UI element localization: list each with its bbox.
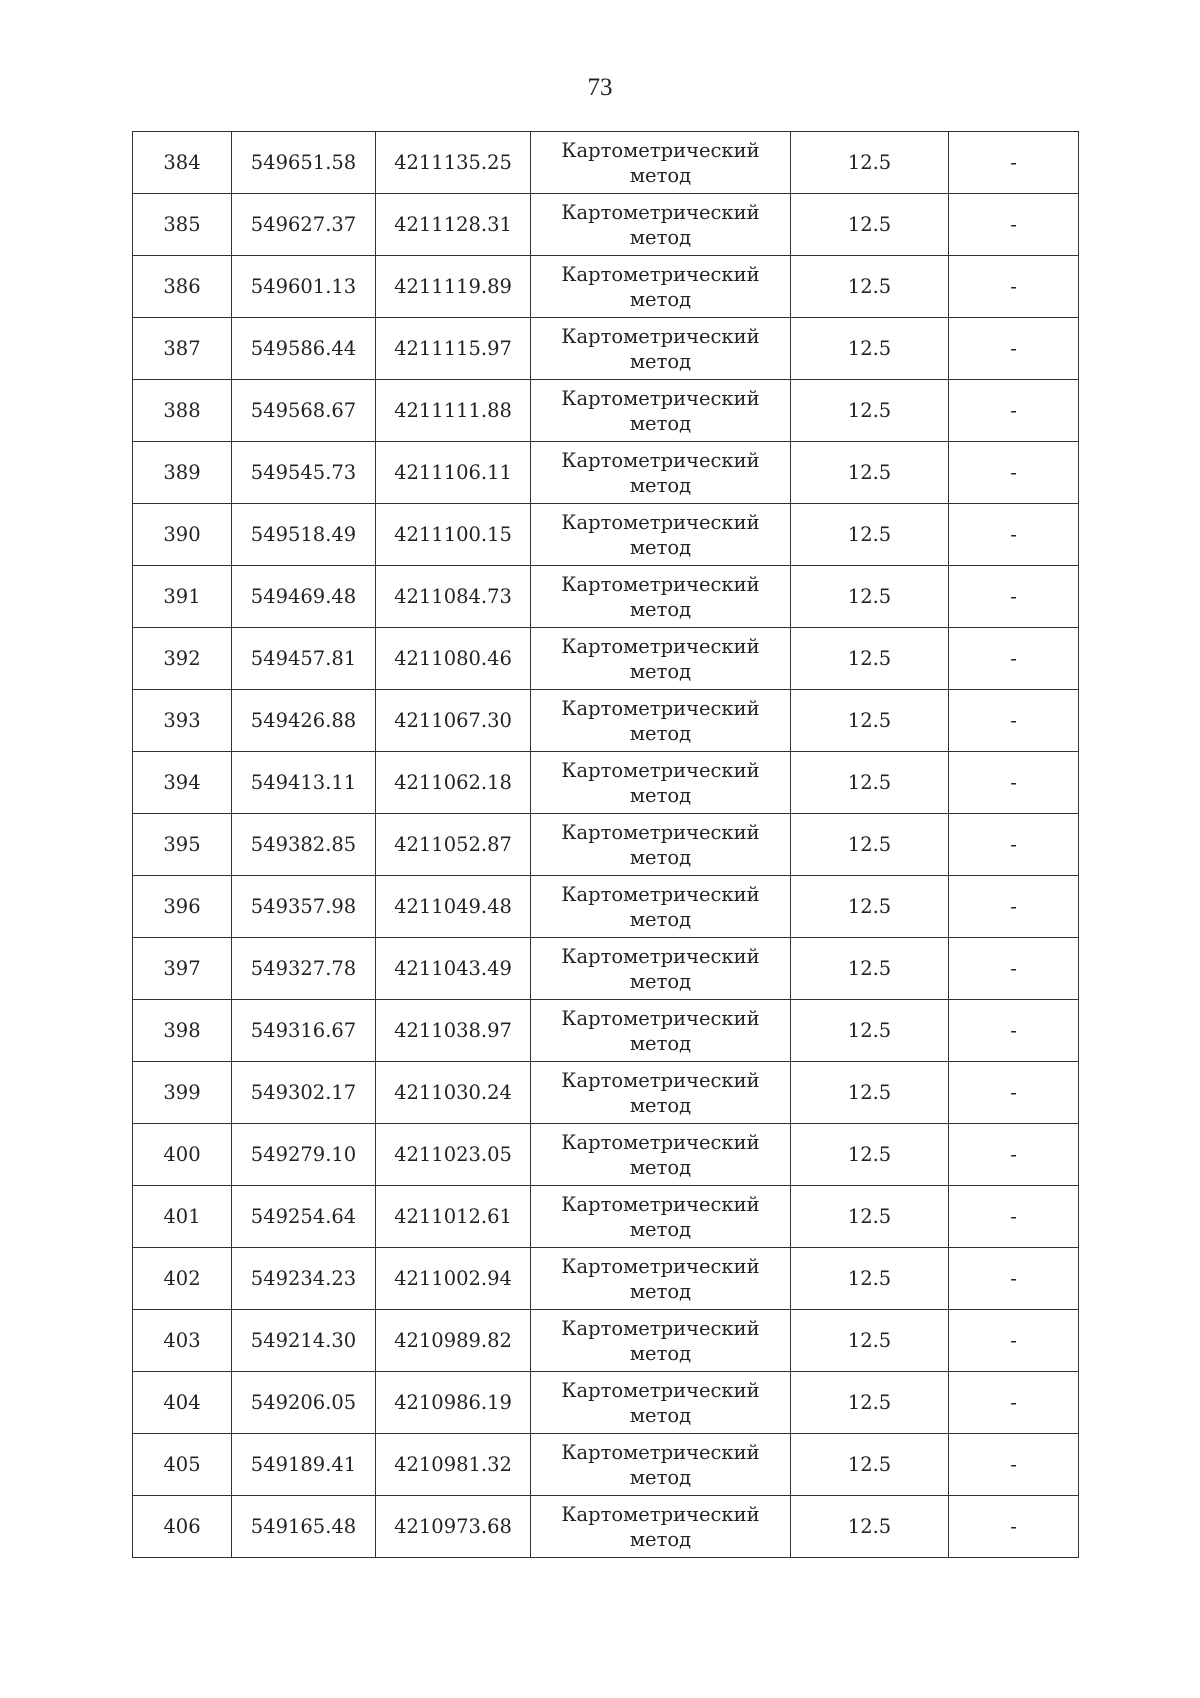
method-line-2: метод xyxy=(629,907,692,931)
y-coordinate-cell: 4211062.18 xyxy=(376,752,531,814)
x-coordinate-cell: 549214.30 xyxy=(232,1310,376,1372)
y-coordinate-cell: 4211043.49 xyxy=(376,938,531,1000)
accuracy-cell: 12.5 xyxy=(791,194,949,256)
table-row xyxy=(133,380,1079,442)
method-line-1: Картометрический xyxy=(561,200,760,224)
coordinates-table xyxy=(132,131,1079,1558)
note-cell: - xyxy=(949,1186,1079,1248)
y-coordinate-cell: 4211049.48 xyxy=(376,876,531,938)
method-line-1: Картометрический xyxy=(561,1502,760,1526)
accuracy-cell: 12.5 xyxy=(791,752,949,814)
y-coordinate-cell: 4211128.31 xyxy=(376,194,531,256)
note-cell: - xyxy=(949,504,1079,566)
note-cell: - xyxy=(949,566,1079,628)
method-line-1: Картометрический xyxy=(561,944,760,968)
method-cell xyxy=(531,814,791,876)
method-cell xyxy=(531,1496,791,1558)
x-coordinate-cell: 549457.81 xyxy=(232,628,376,690)
x-coordinate-cell: 549206.05 xyxy=(232,1372,376,1434)
note-cell: - xyxy=(949,318,1079,380)
accuracy-cell: 12.5 xyxy=(791,1186,949,1248)
method-line-2: метод xyxy=(629,1465,692,1489)
y-coordinate-cell: 4211080.46 xyxy=(376,628,531,690)
method-line-2: метод xyxy=(629,163,692,187)
table-row xyxy=(133,628,1079,690)
x-coordinate-cell: 549327.78 xyxy=(232,938,376,1000)
accuracy-cell: 12.5 xyxy=(791,814,949,876)
point-number-cell: 389 xyxy=(133,442,232,504)
method-line-2: метод xyxy=(629,1093,692,1117)
point-number-cell: 387 xyxy=(133,318,232,380)
method-line-1: Картометрический xyxy=(561,758,760,782)
method-line-2: метод xyxy=(629,1155,692,1179)
x-coordinate-cell: 549382.85 xyxy=(232,814,376,876)
x-coordinate-cell: 549413.11 xyxy=(232,752,376,814)
method-cell xyxy=(531,132,791,194)
y-coordinate-cell: 4211038.97 xyxy=(376,1000,531,1062)
x-coordinate-cell: 549189.41 xyxy=(232,1434,376,1496)
method-line-2: метод xyxy=(629,535,692,559)
point-number-cell: 384 xyxy=(133,132,232,194)
method-cell xyxy=(531,1000,791,1062)
method-line-2: метод xyxy=(629,411,692,435)
method-cell xyxy=(531,1248,791,1310)
y-coordinate-cell: 4211135.25 xyxy=(376,132,531,194)
method-line-2: метод xyxy=(629,1217,692,1241)
method-line-2: метод xyxy=(629,1527,692,1551)
method-cell xyxy=(531,566,791,628)
method-cell xyxy=(531,1310,791,1372)
table-row xyxy=(133,1124,1079,1186)
point-number-cell: 398 xyxy=(133,1000,232,1062)
accuracy-cell: 12.5 xyxy=(791,1000,949,1062)
accuracy-cell: 12.5 xyxy=(791,132,949,194)
method-cell xyxy=(531,1434,791,1496)
y-coordinate-cell: 4211012.61 xyxy=(376,1186,531,1248)
method-cell xyxy=(531,752,791,814)
table-row xyxy=(133,752,1079,814)
point-number-cell: 400 xyxy=(133,1124,232,1186)
method-line-1: Картометрический xyxy=(561,696,760,720)
method-cell xyxy=(531,628,791,690)
table-body xyxy=(133,132,1079,1558)
point-number-cell: 394 xyxy=(133,752,232,814)
point-number-cell: 403 xyxy=(133,1310,232,1372)
method-line-1: Картометрический xyxy=(561,882,760,906)
point-number-cell: 390 xyxy=(133,504,232,566)
method-line-1: Картометрический xyxy=(561,1440,760,1464)
x-coordinate-cell: 549165.48 xyxy=(232,1496,376,1558)
method-line-1: Картометрический xyxy=(561,820,760,844)
note-cell: - xyxy=(949,752,1079,814)
method-line-2: метод xyxy=(629,597,692,621)
method-line-2: метод xyxy=(629,1279,692,1303)
method-line-1: Картометрический xyxy=(561,324,760,348)
y-coordinate-cell: 4211067.30 xyxy=(376,690,531,752)
method-line-1: Картометрический xyxy=(561,1006,760,1030)
note-cell: - xyxy=(949,194,1079,256)
point-number-cell: 391 xyxy=(133,566,232,628)
accuracy-cell: 12.5 xyxy=(791,380,949,442)
table-row xyxy=(133,504,1079,566)
method-cell xyxy=(531,1372,791,1434)
accuracy-cell: 12.5 xyxy=(791,566,949,628)
accuracy-cell: 12.5 xyxy=(791,1062,949,1124)
method-line-1: Картометрический xyxy=(561,1378,760,1402)
x-coordinate-cell: 549601.13 xyxy=(232,256,376,318)
table-row xyxy=(133,1000,1079,1062)
table-row xyxy=(133,318,1079,380)
accuracy-cell: 12.5 xyxy=(791,1496,949,1558)
accuracy-cell: 12.5 xyxy=(791,690,949,752)
y-coordinate-cell: 4211052.87 xyxy=(376,814,531,876)
y-coordinate-cell: 4211119.89 xyxy=(376,256,531,318)
method-line-2: метод xyxy=(629,1341,692,1365)
table-row xyxy=(133,1496,1079,1558)
method-line-2: метод xyxy=(629,473,692,497)
note-cell: - xyxy=(949,938,1079,1000)
method-cell xyxy=(531,442,791,504)
method-line-1: Картометрический xyxy=(561,1192,760,1216)
method-line-2: метод xyxy=(629,225,692,249)
x-coordinate-cell: 549568.67 xyxy=(232,380,376,442)
method-line-2: метод xyxy=(629,845,692,869)
x-coordinate-cell: 549234.23 xyxy=(232,1248,376,1310)
x-coordinate-cell: 549279.10 xyxy=(232,1124,376,1186)
method-line-1: Картометрический xyxy=(561,448,760,472)
method-line-1: Картометрический xyxy=(561,1068,760,1092)
y-coordinate-cell: 4211115.97 xyxy=(376,318,531,380)
method-cell xyxy=(531,876,791,938)
y-coordinate-cell: 4211023.05 xyxy=(376,1124,531,1186)
x-coordinate-cell: 549302.17 xyxy=(232,1062,376,1124)
note-cell: - xyxy=(949,256,1079,318)
method-line-1: Картометрический xyxy=(561,386,760,410)
note-cell: - xyxy=(949,1434,1079,1496)
method-line-2: метод xyxy=(629,659,692,683)
table-row xyxy=(133,1372,1079,1434)
note-cell: - xyxy=(949,132,1079,194)
table-row xyxy=(133,690,1079,752)
note-cell: - xyxy=(949,1062,1079,1124)
method-cell xyxy=(531,504,791,566)
method-line-1: Картометрический xyxy=(561,138,760,162)
accuracy-cell: 12.5 xyxy=(791,876,949,938)
y-coordinate-cell: 4211084.73 xyxy=(376,566,531,628)
method-cell xyxy=(531,1186,791,1248)
y-coordinate-cell: 4211030.24 xyxy=(376,1062,531,1124)
point-number-cell: 388 xyxy=(133,380,232,442)
x-coordinate-cell: 549627.37 xyxy=(232,194,376,256)
accuracy-cell: 12.5 xyxy=(791,504,949,566)
method-cell xyxy=(531,256,791,318)
point-number-cell: 399 xyxy=(133,1062,232,1124)
note-cell: - xyxy=(949,1248,1079,1310)
method-cell xyxy=(531,1062,791,1124)
accuracy-cell: 12.5 xyxy=(791,1434,949,1496)
point-number-cell: 392 xyxy=(133,628,232,690)
accuracy-cell: 12.5 xyxy=(791,1310,949,1372)
table-row xyxy=(133,1434,1079,1496)
table-row xyxy=(133,938,1079,1000)
method-line-2: метод xyxy=(629,1403,692,1427)
method-line-1: Картометрический xyxy=(561,1316,760,1340)
method-line-2: метод xyxy=(629,783,692,807)
point-number-cell: 393 xyxy=(133,690,232,752)
note-cell: - xyxy=(949,876,1079,938)
y-coordinate-cell: 4210986.19 xyxy=(376,1372,531,1434)
x-coordinate-cell: 549651.58 xyxy=(232,132,376,194)
table-row xyxy=(133,442,1079,504)
point-number-cell: 397 xyxy=(133,938,232,1000)
method-line-1: Картометрический xyxy=(561,510,760,534)
accuracy-cell: 12.5 xyxy=(791,1372,949,1434)
method-cell xyxy=(531,194,791,256)
accuracy-cell: 12.5 xyxy=(791,628,949,690)
method-cell xyxy=(531,380,791,442)
method-cell xyxy=(531,690,791,752)
method-line-1: Картометрический xyxy=(561,572,760,596)
y-coordinate-cell: 4211106.11 xyxy=(376,442,531,504)
table-row xyxy=(133,566,1079,628)
y-coordinate-cell: 4211111.88 xyxy=(376,380,531,442)
method-cell xyxy=(531,318,791,380)
accuracy-cell: 12.5 xyxy=(791,442,949,504)
y-coordinate-cell: 4210989.82 xyxy=(376,1310,531,1372)
table-row xyxy=(133,876,1079,938)
method-line-1: Картометрический xyxy=(561,1130,760,1154)
x-coordinate-cell: 549254.64 xyxy=(232,1186,376,1248)
table-row xyxy=(133,814,1079,876)
x-coordinate-cell: 549316.67 xyxy=(232,1000,376,1062)
method-line-1: Картометрический xyxy=(561,262,760,286)
x-coordinate-cell: 549469.48 xyxy=(232,566,376,628)
table-row xyxy=(133,132,1079,194)
point-number-cell: 385 xyxy=(133,194,232,256)
table-row xyxy=(133,256,1079,318)
x-coordinate-cell: 549518.49 xyxy=(232,504,376,566)
y-coordinate-cell: 4210981.32 xyxy=(376,1434,531,1496)
table-row xyxy=(133,1186,1079,1248)
accuracy-cell: 12.5 xyxy=(791,1124,949,1186)
note-cell: - xyxy=(949,1496,1079,1558)
point-number-cell: 402 xyxy=(133,1248,232,1310)
x-coordinate-cell: 549426.88 xyxy=(232,690,376,752)
point-number-cell: 404 xyxy=(133,1372,232,1434)
note-cell: - xyxy=(949,1124,1079,1186)
point-number-cell: 405 xyxy=(133,1434,232,1496)
accuracy-cell: 12.5 xyxy=(791,938,949,1000)
point-number-cell: 396 xyxy=(133,876,232,938)
note-cell: - xyxy=(949,628,1079,690)
note-cell: - xyxy=(949,380,1079,442)
note-cell: - xyxy=(949,690,1079,752)
note-cell: - xyxy=(949,1000,1079,1062)
method-line-2: метод xyxy=(629,349,692,373)
point-number-cell: 406 xyxy=(133,1496,232,1558)
accuracy-cell: 12.5 xyxy=(791,256,949,318)
point-number-cell: 395 xyxy=(133,814,232,876)
x-coordinate-cell: 549357.98 xyxy=(232,876,376,938)
method-line-1: Картометрический xyxy=(561,1254,760,1278)
method-line-2: метод xyxy=(629,287,692,311)
method-line-1: Картометрический xyxy=(561,634,760,658)
table-row xyxy=(133,1062,1079,1124)
method-line-2: метод xyxy=(629,1031,692,1055)
method-cell xyxy=(531,1124,791,1186)
method-cell xyxy=(531,938,791,1000)
method-line-2: метод xyxy=(629,721,692,745)
accuracy-cell: 12.5 xyxy=(791,1248,949,1310)
point-number-cell: 386 xyxy=(133,256,232,318)
y-coordinate-cell: 4211002.94 xyxy=(376,1248,531,1310)
x-coordinate-cell: 549545.73 xyxy=(232,442,376,504)
x-coordinate-cell: 549586.44 xyxy=(232,318,376,380)
table-row xyxy=(133,194,1079,256)
note-cell: - xyxy=(949,442,1079,504)
note-cell: - xyxy=(949,1310,1079,1372)
table-row xyxy=(133,1310,1079,1372)
note-cell: - xyxy=(949,1372,1079,1434)
table-row xyxy=(133,1248,1079,1310)
note-cell: - xyxy=(949,814,1079,876)
y-coordinate-cell: 4211100.15 xyxy=(376,504,531,566)
page-number: 73 xyxy=(587,74,613,101)
point-number-cell: 401 xyxy=(133,1186,232,1248)
method-line-2: метод xyxy=(629,969,692,993)
accuracy-cell: 12.5 xyxy=(791,318,949,380)
y-coordinate-cell: 4210973.68 xyxy=(376,1496,531,1558)
